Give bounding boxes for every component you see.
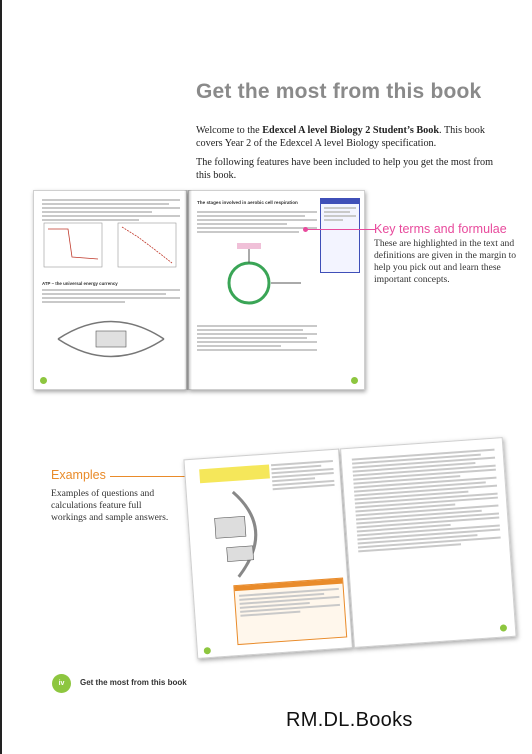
page-badge-right-2 (500, 624, 507, 631)
sample-page-right-2 (340, 437, 517, 648)
intro-p1-start: Welcome to the (196, 125, 263, 136)
key-terms-pointer-line (305, 229, 375, 230)
page-badge-left (40, 377, 47, 384)
key-terms-margin-box (320, 198, 360, 273)
intro-book-title: Edexcel A level Biology 2 Student’s Book (262, 125, 440, 136)
key-terms-description: These are highlighted in the text and definitions are given in the margin to help you pick out and learn these important concepts. (374, 238, 517, 285)
spine-shadow (184, 190, 192, 390)
text-lines-block-4 (197, 325, 317, 353)
left-page-heading: ATP – the universal energy currency (42, 281, 118, 286)
page-badge-left-2 (204, 647, 211, 654)
page-title: Get the most from this book (196, 80, 482, 103)
intro-p1-end: . This book covers Year 2 of the Edexcel A level Biology specification. (196, 125, 485, 149)
text-lines-block-2 (42, 289, 180, 305)
krebs-cycle-figure (201, 243, 311, 319)
graphs-figure (42, 219, 180, 273)
sample-spread-key-terms (33, 190, 365, 390)
footer-label: Get the most from this book (80, 678, 187, 687)
sample-spread-examples (183, 437, 516, 659)
sample-page-right (188, 190, 365, 390)
text-lines-block-6 (352, 449, 501, 555)
sample-page-left (33, 190, 187, 390)
left-border-rule (0, 0, 2, 754)
examples-description: Examples of questions and calculations feature full workings and sample answers. (51, 488, 169, 523)
highlight-box (199, 464, 270, 483)
page-badge-right (351, 377, 358, 384)
key-terms-title: Key terms and formulae (374, 222, 507, 236)
intro-paragraph-2: The following features have been included to help you get the most from this book. (196, 157, 494, 181)
watermark-text: RM.DL.Books (286, 709, 413, 731)
spread-heading: The stages involved in aerobic cell respiration (197, 200, 298, 205)
page-number-badge: iv (52, 674, 71, 693)
sample-page-left-2 (183, 449, 353, 659)
text-lines-block-3 (197, 211, 317, 235)
intro-paragraph-1 (196, 125, 496, 150)
examples-pointer-line (110, 476, 187, 477)
atp-cycle-figure (48, 309, 174, 369)
example-box (233, 578, 347, 646)
intro-text (196, 125, 496, 189)
diagram-figure (203, 484, 289, 584)
examples-title: Examples (51, 468, 106, 482)
